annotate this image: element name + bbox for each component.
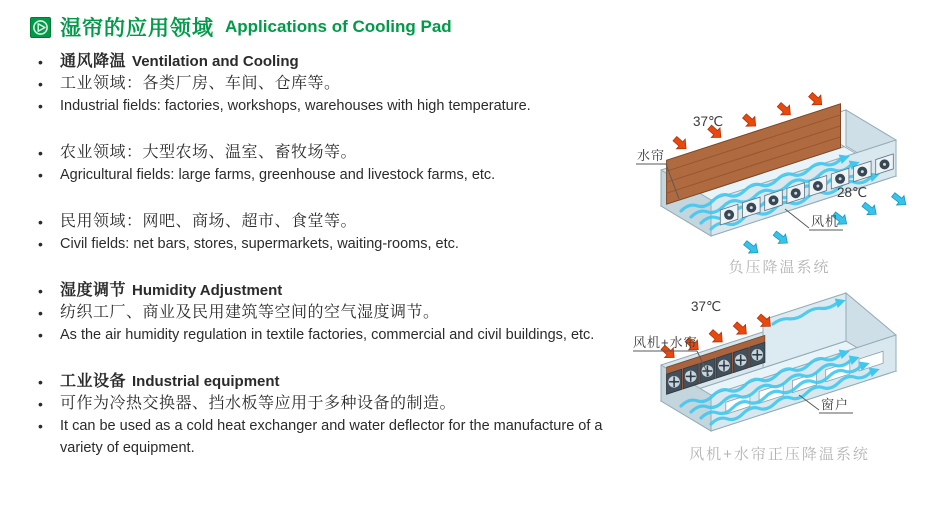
bullet-item-zh: • 工业领域：各类厂房、车间、仓库等。	[30, 73, 632, 95]
bullet-icon: •	[38, 54, 43, 70]
section-civil	[30, 211, 632, 255]
bullet-item-en: • Civil fields: net bars, stores, supermarkets, waiting-rooms, etc.	[30, 233, 632, 255]
bullet-item-en: • Agricultural fields: large farms, greenhouse and livestock farms, etc.	[30, 164, 632, 186]
fan-label: 风机	[811, 214, 840, 229]
diagram2-caption: 风机+水帘正压降温系统	[689, 446, 870, 463]
heading-zh: 工业设备	[60, 373, 127, 390]
bullet-icon: •	[38, 167, 43, 183]
diagram-column	[633, 92, 928, 464]
hot-temp-label: 37℃	[691, 299, 722, 314]
bullet-icon: •	[38, 214, 43, 230]
bullet-icon: •	[38, 145, 43, 161]
heading-zh: 通风降温	[60, 53, 127, 70]
bullet-icon: •	[38, 305, 43, 321]
title-zh: 湿帘的应用领域	[60, 17, 214, 40]
positive-pressure-diagram	[633, 287, 926, 439]
bullet-item-en: • It can be used as a cold heat exchanger and water deflector for the manufacture of a variety of equipment.	[30, 415, 632, 459]
heading-en: Humidity Adjustment	[132, 282, 283, 299]
bullet-icon: •	[38, 236, 43, 252]
bullet-icon: •	[38, 396, 43, 412]
section-heading	[30, 371, 632, 393]
bullet-item-zh: • 可作为冷热交换器、挡水板等应用于多种设备的制造。	[30, 393, 632, 415]
fan-pad-label: 风机+水帘	[633, 335, 698, 350]
section-heading	[30, 51, 632, 73]
title-en: Applications of Cooling Pad	[225, 17, 452, 36]
bullet-icon: •	[38, 283, 43, 299]
negative-pressure-diagram	[633, 92, 926, 254]
content-column	[30, 12, 632, 459]
hot-temp-label: 37℃	[693, 114, 724, 129]
section-agricultural	[30, 142, 632, 186]
page-title	[30, 12, 632, 42]
bullet-icon: •	[38, 418, 43, 434]
bullet-icon: •	[38, 327, 43, 343]
pad-label: 水帘	[637, 148, 666, 163]
bullet-icon: •	[38, 76, 43, 92]
section-industrial-equipment	[30, 371, 632, 459]
heading-en: Industrial equipment	[132, 373, 280, 390]
cool-temp-label: 28℃	[837, 185, 868, 200]
bullet-icon: •	[38, 374, 43, 390]
bullet-item-en: • Industrial fields: factories, workshops, warehouses with high temperature.	[30, 95, 632, 117]
bullet-item-zh: • 民用领域：网吧、商场、超市、食堂等。	[30, 211, 632, 233]
window-label: 窗户	[821, 397, 850, 412]
bullet-icon: •	[38, 98, 43, 114]
bullet-item-en: • As the air humidity regulation in textile factories, commercial and civil buildings, etc.	[30, 324, 632, 346]
play-in-square-logo-icon	[30, 17, 51, 38]
bullet-item-zh: • 农业领域：大型农场、温室、畜牧场等。	[30, 142, 632, 164]
section-heading	[30, 280, 632, 302]
section-ventilation	[30, 51, 632, 117]
section-humidity	[30, 280, 632, 346]
heading-en: Ventilation and Cooling	[132, 53, 299, 70]
heading-zh: 湿度调节	[60, 282, 127, 299]
diagram1-caption: 负压降温系统	[728, 259, 831, 276]
bullet-item-zh: • 纺织工厂、商业及民用建筑等空间的空气湿度调节。	[30, 302, 632, 324]
fan-callout	[785, 209, 843, 230]
